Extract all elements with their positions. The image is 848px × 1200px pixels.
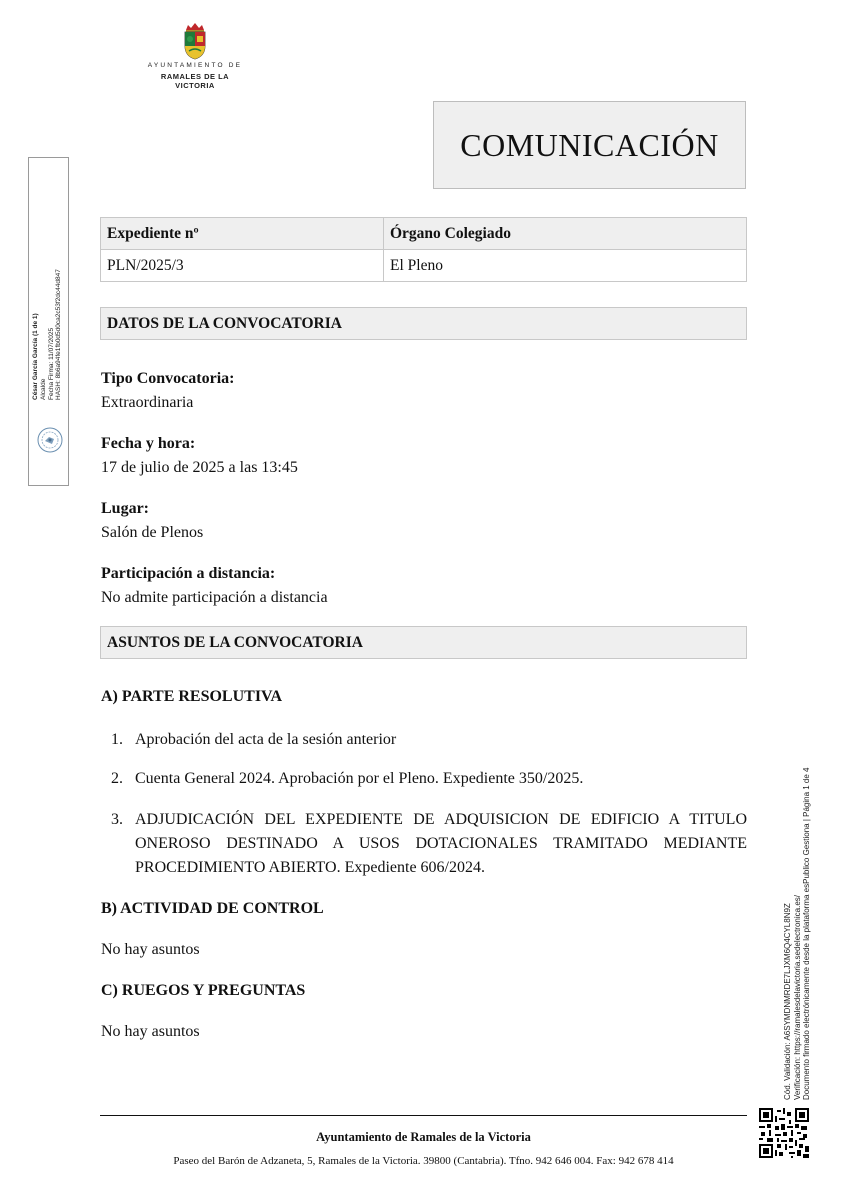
footer-organization: Ayuntamiento de Ramales de la Victoria xyxy=(316,1130,531,1144)
parte-b-heading: B) ACTIVIDAD DE CONTROL xyxy=(101,900,324,917)
item-text: Cuenta General 2024. Aprobación por el Pleno. Expediente 350/2025. xyxy=(135,770,584,787)
header-organo: Órgano Colegiado xyxy=(384,218,747,250)
document-title: COMUNICACIÓN xyxy=(460,126,719,163)
signer-name: César García García (1 de 1) xyxy=(32,313,39,400)
field-value-lugar: Salón de Plenos xyxy=(101,524,204,541)
table-header-row xyxy=(101,218,747,250)
list-item xyxy=(101,728,747,752)
table-row xyxy=(101,250,747,282)
platform-page-info: Documento firmado electrónicamente desde la plataforma esPublico Gestiona | Página 1 de 4 xyxy=(802,767,811,1100)
signature-hash: HASH: 8b6a94fe1fb0d5d0ca2c53f2dc44d847 xyxy=(55,269,62,400)
item-number: 3. xyxy=(111,811,123,828)
header-expediente: Expediente nº xyxy=(101,218,384,250)
item-number: 1. xyxy=(111,731,123,748)
parte-c-text: No hay asuntos xyxy=(101,1023,200,1040)
logo-line-1: AYUNTAMIENTO DE xyxy=(147,62,243,69)
signature-date: Fecha Firma: 11/07/2025 xyxy=(47,327,55,400)
qr-code-icon xyxy=(759,1108,809,1158)
list-item xyxy=(101,767,747,791)
footer-address: Paseo del Barón de Adzaneta, 5, Ramales de la Victoria. 39800 (Cantabria). Tfno. 942 646 004. Fax: 942 678 414 xyxy=(173,1155,674,1167)
expediente-value: PLN/2025/3 xyxy=(101,250,384,282)
item-number: 2. xyxy=(111,770,123,787)
document-title-box xyxy=(433,101,746,189)
verification-url: Verificación: https://ramalesdelavictoria.sedelectronica.es/ xyxy=(792,895,802,1100)
parte-a-heading: A) PARTE RESOLUTIVA xyxy=(101,688,283,705)
field-value-participacion: No admite participación a distancia xyxy=(101,589,328,606)
field-value-fecha: 17 de julio de 2025 a las 13:45 xyxy=(101,459,298,476)
municipal-logo xyxy=(140,22,250,88)
field-label-lugar: Lugar: xyxy=(101,500,149,517)
item-text: ADJUDICACIÓN DEL EXPEDIENTE DE ADQUISICION DE EDIFICIO A TITULO ONEROSO DESTINADO A USOS DOTACIONALES TRAMITADO MEDIANTE PROCEDIMIENTO ABIERTO. Expediente 606/2024. xyxy=(135,811,747,876)
field-value-tipo: Extraordinaria xyxy=(101,394,194,411)
footer-divider xyxy=(100,1115,747,1116)
list-item xyxy=(101,808,747,880)
parte-c-heading: C) RUEGOS Y PREGUNTAS xyxy=(101,982,306,999)
expediente-table xyxy=(100,217,747,282)
asuntos-section-heading: ASUNTOS DE LA CONVOCATORIA xyxy=(100,626,747,659)
signer-role: Alcalde xyxy=(40,378,47,400)
digital-seal-icon xyxy=(36,426,64,454)
field-label-participacion: Participación a distancia: xyxy=(101,565,276,582)
field-label-fecha: Fecha y hora: xyxy=(101,435,196,452)
logo-line-2: RAMALES DE LA VICTORIA xyxy=(160,72,230,90)
parte-b-text: No hay asuntos xyxy=(101,941,200,958)
item-text: Aprobación del acta de la sesión anterior xyxy=(135,731,397,748)
coat-of-arms-icon xyxy=(176,22,214,60)
organo-value: El Pleno xyxy=(384,250,747,282)
datos-section-heading: DATOS DE LA CONVOCATORIA xyxy=(100,307,747,340)
field-label-tipo: Tipo Convocatoria: xyxy=(101,370,235,387)
validation-code: Cód. Validación: A6SYMDNMRDE7LJXM6Q4CYL8N9Z xyxy=(783,903,792,1100)
